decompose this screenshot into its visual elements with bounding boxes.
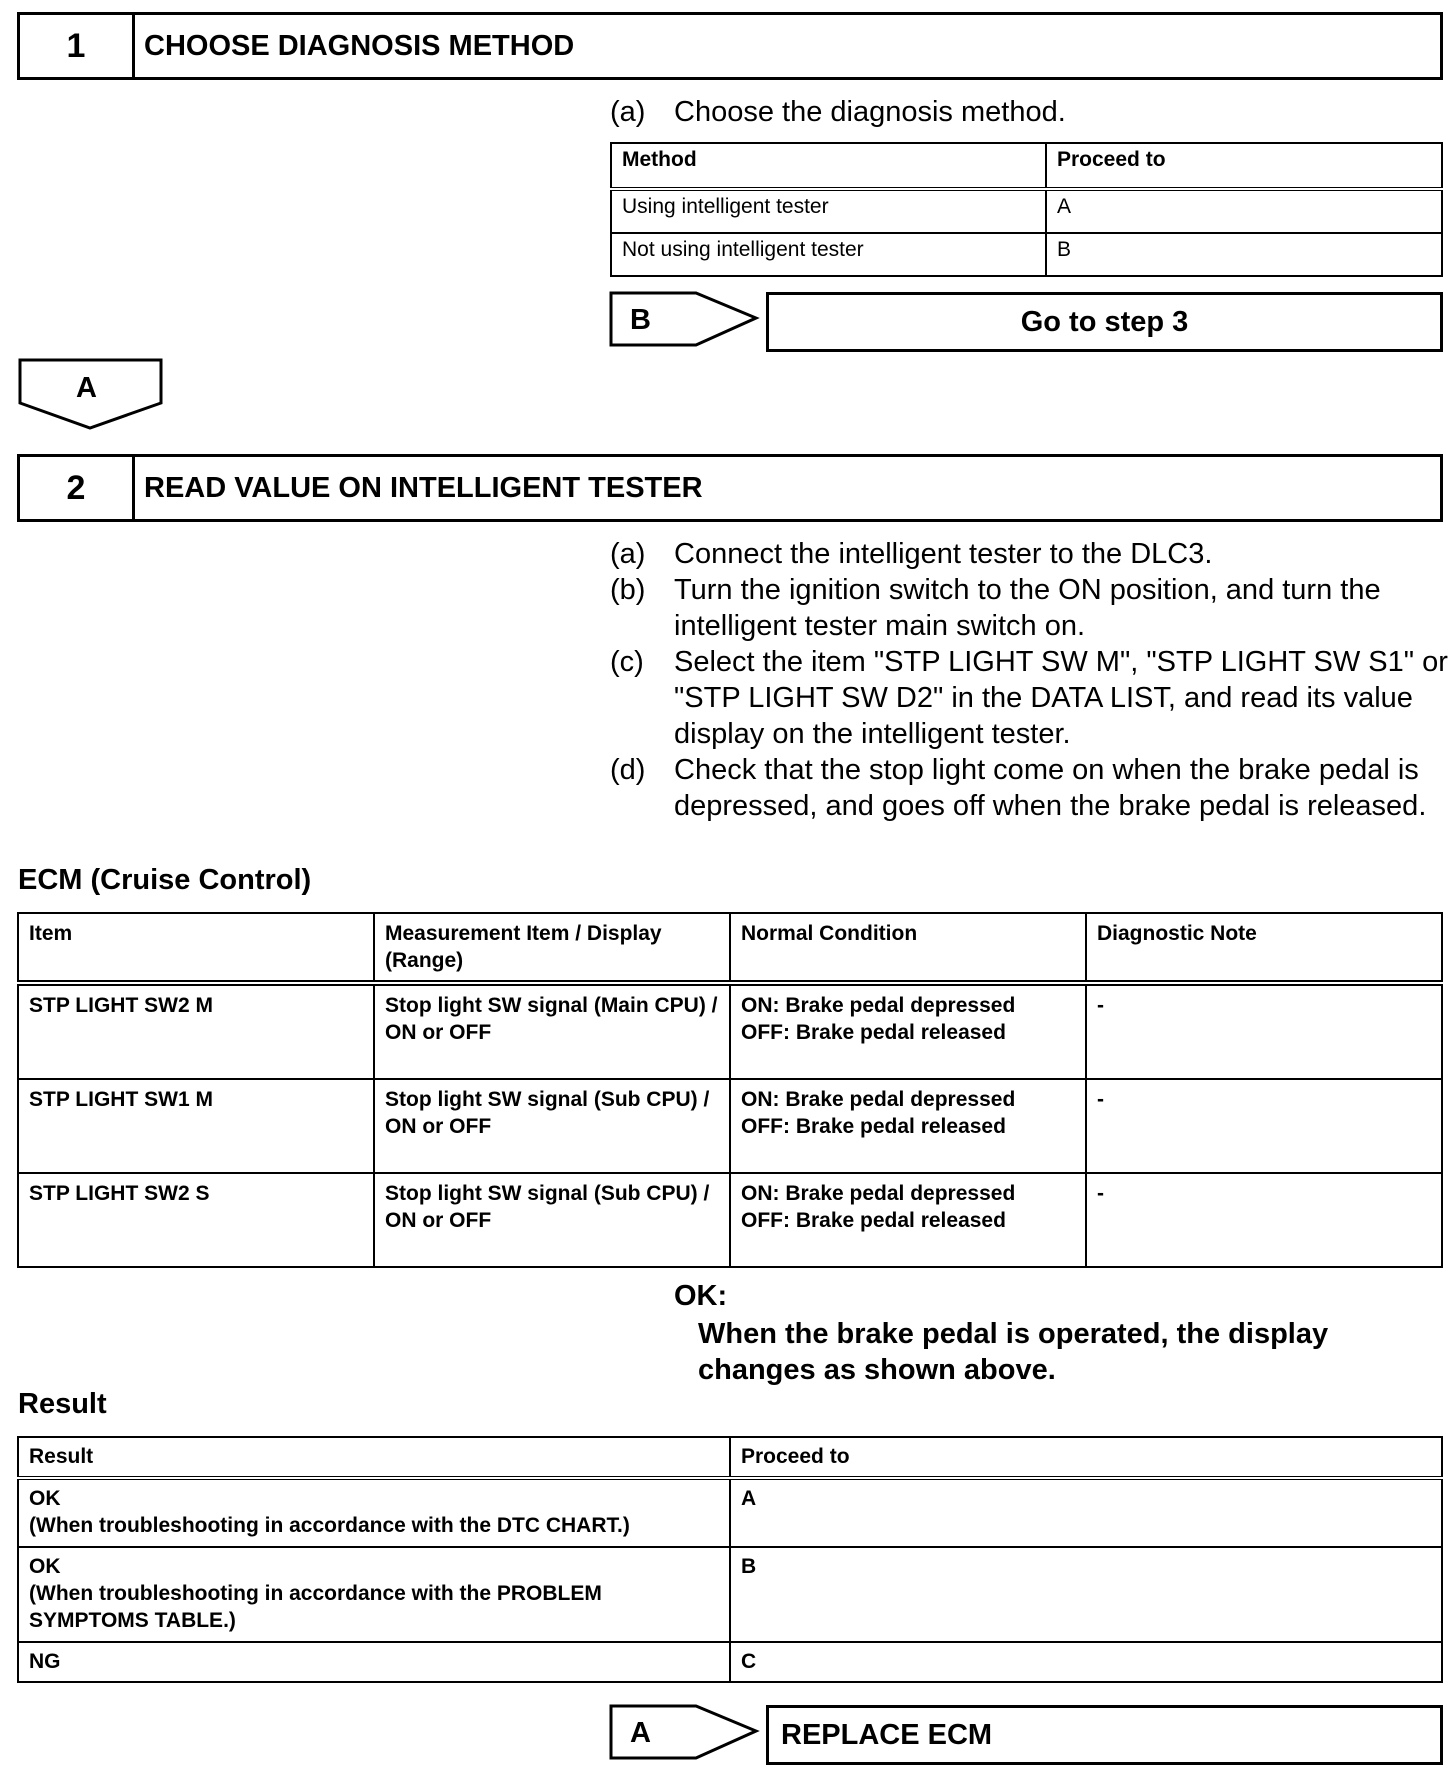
measurement-range: ON or OFF: [385, 1021, 492, 1044]
step-number: 2: [20, 457, 135, 519]
table-row: [18, 1547, 1442, 1642]
table-row: [18, 983, 1442, 1079]
instruction-label: (d): [610, 754, 646, 786]
step-1-header: [17, 12, 1443, 80]
ecm-table-title: ECM (Cruise Control): [18, 864, 312, 896]
table-row: [18, 1173, 1442, 1267]
instruction-item: [610, 536, 1450, 572]
ok-label: OK:: [674, 1280, 728, 1312]
column-header: Proceed to: [730, 1437, 1442, 1478]
measurement-cell: [374, 1079, 730, 1173]
proceed-cell: B: [730, 1547, 1442, 1642]
column-header: Proceed to: [1046, 143, 1442, 189]
note-cell: -: [1086, 983, 1442, 1079]
table-row: [611, 233, 1442, 276]
instruction-label: (a): [610, 538, 646, 570]
condition-on: ON: Brake pedal depressed: [741, 1088, 1016, 1111]
item-cell: STP LIGHT SW2 M: [18, 983, 374, 1079]
go-to-step-3-box[interactable]: [766, 292, 1443, 352]
condition-cell: [730, 1079, 1086, 1173]
measurement-text: Stop light SW signal (Sub CPU) /: [385, 1182, 710, 1205]
step-title: READ VALUE ON INTELLIGENT TESTER: [144, 471, 703, 504]
condition-on: ON: Brake pedal depressed: [741, 994, 1016, 1017]
instruction-text: Connect the intelligent tester to the DLC3.: [674, 538, 1213, 570]
table-cell: Using intelligent tester: [611, 189, 1046, 233]
column-header: Result: [18, 1437, 730, 1478]
result-note: (When troubleshooting in accordance with the PROBLEM SYMPTOMS TABLE.): [29, 1582, 602, 1632]
method-table: [610, 142, 1443, 277]
measurement-range: ON or OFF: [385, 1209, 492, 1232]
instruction-item: [610, 752, 1450, 824]
column-header: Diagnostic Note: [1086, 913, 1442, 983]
replace-ecm-box[interactable]: [766, 1705, 1443, 1765]
branch-a-result-label: A: [630, 1717, 651, 1749]
column-header: Normal Condition: [730, 913, 1086, 983]
item-cell: STP LIGHT SW1 M: [18, 1079, 374, 1173]
instruction-text: Turn the ignition switch to the ON position, and turn the intelligent tester main switch on.: [674, 574, 1381, 642]
result-cell: [18, 1642, 730, 1682]
result-cell: [18, 1478, 730, 1547]
column-header: Measurement Item / Display (Range): [374, 913, 730, 983]
ecm-data-list-table: [17, 912, 1443, 1268]
table-row: [18, 1642, 1442, 1682]
condition-off: OFF: Brake pedal released: [741, 1115, 1006, 1138]
table-cell: B: [1046, 233, 1442, 276]
table-cell: A: [1046, 189, 1442, 233]
note-cell: -: [1086, 1173, 1442, 1267]
instruction-item: [610, 644, 1450, 752]
step-title: CHOOSE DIAGNOSIS METHOD: [144, 29, 575, 62]
result-note: (When troubleshooting in accordance with the DTC CHART.): [29, 1514, 630, 1537]
result-value: OK: [29, 1487, 61, 1510]
condition-cell: [730, 1173, 1086, 1267]
condition-off: OFF: Brake pedal released: [741, 1209, 1006, 1232]
instruction-label: (b): [610, 574, 646, 606]
proceed-cell: A: [730, 1478, 1442, 1547]
instruction-text: Choose the diagnosis method.: [674, 96, 1066, 128]
step-1-instruction: [610, 94, 1450, 130]
measurement-text: Stop light SW signal (Sub CPU) /: [385, 1088, 710, 1111]
instruction-item: [610, 572, 1450, 644]
condition-off: OFF: Brake pedal released: [741, 1021, 1006, 1044]
step-2-header: [17, 454, 1443, 522]
measurement-cell: [374, 1173, 730, 1267]
measurement-cell: [374, 983, 730, 1079]
table-cell: Not using intelligent tester: [611, 233, 1046, 276]
result-table-title: Result: [18, 1388, 107, 1420]
measurement-range: ON or OFF: [385, 1115, 492, 1138]
result-value: NG: [29, 1650, 61, 1673]
replace-ecm-label: REPLACE ECM: [781, 1719, 993, 1751]
table-row: [18, 1478, 1442, 1547]
column-header: Method: [611, 143, 1046, 189]
step-number: 1: [20, 15, 135, 77]
result-cell: [18, 1547, 730, 1642]
measurement-text: Stop light SW signal (Main CPU) /: [385, 994, 718, 1017]
instruction-text: Check that the stop light come on when the brake pedal is depressed, and goes off when the brake pedal is released.: [674, 754, 1427, 822]
note-cell: -: [1086, 1079, 1442, 1173]
proceed-cell: C: [730, 1642, 1442, 1682]
step-2-instructions: [610, 536, 1450, 824]
result-value: OK: [29, 1555, 61, 1578]
item-cell: STP LIGHT SW2 S: [18, 1173, 374, 1267]
column-header: Item: [18, 913, 374, 983]
branch-b-label: B: [630, 304, 651, 336]
result-table: [17, 1436, 1443, 1683]
instruction-label: (c): [610, 646, 644, 678]
condition-cell: [730, 983, 1086, 1079]
instruction-text: Select the item "STP LIGHT SW M", "STP LIGHT SW S1" or "STP LIGHT SW D2" in the DATA LIST, and read its value display on the intelligent tester.: [674, 646, 1448, 750]
table-row: [18, 1079, 1442, 1173]
branch-a-label: A: [76, 372, 97, 404]
instruction-label: (a): [610, 96, 646, 128]
ok-criteria-text: When the brake pedal is operated, the display changes as shown above.: [698, 1318, 1329, 1386]
go-to-step-label: Go to step 3: [1020, 306, 1189, 338]
table-row: [611, 189, 1442, 233]
condition-on: ON: Brake pedal depressed: [741, 1182, 1016, 1205]
